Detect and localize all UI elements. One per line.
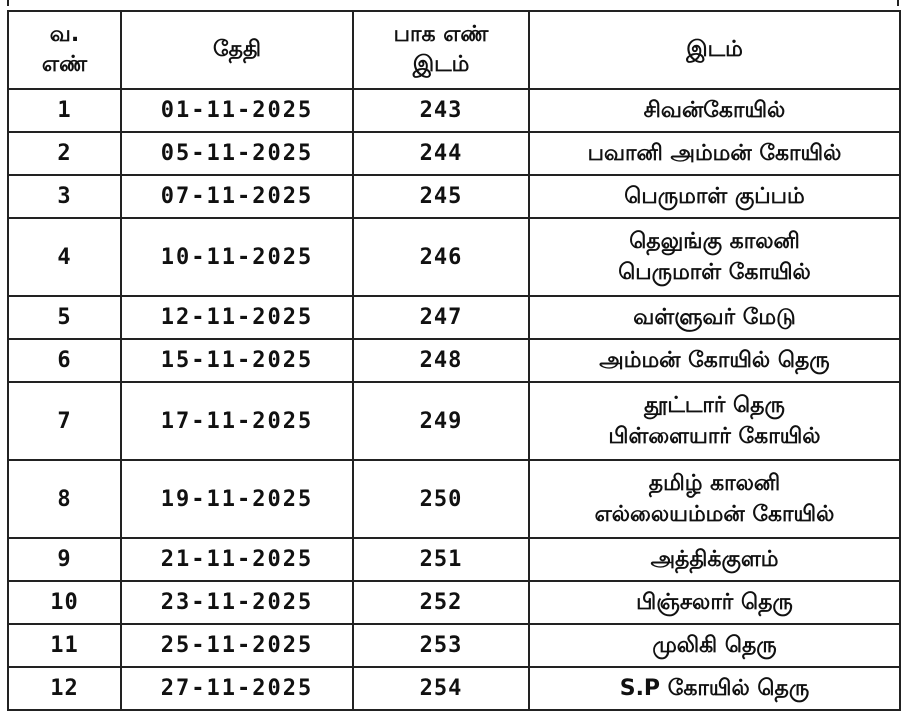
place-cell (529, 132, 900, 175)
table-row (8, 296, 900, 339)
table-row (8, 667, 900, 710)
header-place (529, 11, 900, 89)
serial-cell: 9 (8, 538, 121, 581)
date-cell: 12-11-2025 (121, 296, 353, 339)
place-line: தூட்டார் தெரு (644, 393, 785, 418)
date-cell: 01-11-2025 (121, 89, 353, 132)
serial-cell: 4 (8, 218, 121, 296)
header-part (353, 11, 529, 89)
part-number-cell: 244 (353, 132, 529, 175)
part-number-cell: 252 (353, 581, 529, 624)
part-number-cell: 247 (353, 296, 529, 339)
header-row (8, 11, 900, 89)
header-serial (8, 11, 121, 89)
place-line: பிஞ்சலார் தெரு (636, 590, 793, 615)
serial-cell: 2 (8, 132, 121, 175)
table-body (8, 89, 900, 710)
header-part-label: பாக எண் இடம் (393, 22, 489, 77)
place-line: சிவன்கோயில் (643, 98, 786, 123)
place-cell (529, 667, 900, 710)
place-line: பிள்ளையார் கோயில் (608, 424, 821, 449)
serial-cell: 3 (8, 175, 121, 218)
date-cell: 21-11-2025 (121, 538, 353, 581)
table-row (8, 460, 900, 538)
table-row (8, 339, 900, 382)
part-number-cell: 249 (353, 382, 529, 460)
serial-cell: 11 (8, 624, 121, 667)
table-row (8, 175, 900, 218)
place-line: பவானி அம்மன் கோயில் (587, 141, 842, 166)
place-cell (529, 581, 900, 624)
header-place-label: இடம் (686, 37, 743, 62)
place-line: தெலுங்கு காலனி (629, 229, 800, 254)
place-line: S.P கோயில் தெரு (619, 676, 810, 701)
date-cell: 17-11-2025 (121, 382, 353, 460)
place-line: முலிகி தெரு (652, 633, 777, 658)
header-date-label: தேதி (213, 37, 261, 62)
table-row (8, 538, 900, 581)
place-line: தமிழ் காலனி (648, 471, 781, 496)
table-row (8, 624, 900, 667)
table-row (8, 132, 900, 175)
schedule-table (7, 10, 901, 711)
place-cell (529, 624, 900, 667)
part-number-cell: 245 (353, 175, 529, 218)
part-number-cell: 246 (353, 218, 529, 296)
serial-cell: 12 (8, 667, 121, 710)
part-number-cell: 254 (353, 667, 529, 710)
part-number-cell: 253 (353, 624, 529, 667)
place-cell (529, 339, 900, 382)
serial-cell: 5 (8, 296, 121, 339)
place-line: எல்லையம்மன் கோயில் (594, 502, 835, 527)
place-cell (529, 218, 900, 296)
serial-cell: 8 (8, 460, 121, 538)
part-number-cell: 250 (353, 460, 529, 538)
serial-cell: 6 (8, 339, 121, 382)
place-line: பெருமாள் கோயில் (618, 260, 811, 285)
table-header (8, 11, 900, 89)
date-cell: 05-11-2025 (121, 132, 353, 175)
place-cell (529, 460, 900, 538)
date-cell: 25-11-2025 (121, 624, 353, 667)
serial-cell: 7 (8, 382, 121, 460)
place-line: வள்ளுவர் மேடு (633, 305, 796, 330)
serial-cell: 1 (8, 89, 121, 132)
date-cell: 10-11-2025 (121, 218, 353, 296)
date-cell: 15-11-2025 (121, 339, 353, 382)
part-number-cell: 248 (353, 339, 529, 382)
header-date (121, 11, 353, 89)
header-serial-label: வ. எண் (41, 22, 88, 77)
part-number-cell: 243 (353, 89, 529, 132)
table-row (8, 218, 900, 296)
table-row (8, 382, 900, 460)
date-cell: 19-11-2025 (121, 460, 353, 538)
date-cell: 07-11-2025 (121, 175, 353, 218)
place-cell (529, 89, 900, 132)
date-cell: 27-11-2025 (121, 667, 353, 710)
place-cell (529, 296, 900, 339)
place-cell (529, 382, 900, 460)
serial-cell: 10 (8, 581, 121, 624)
place-cell (529, 175, 900, 218)
table-row (8, 581, 900, 624)
part-number-cell: 251 (353, 538, 529, 581)
place-line: அம்மன் கோயில் தெரு (599, 348, 830, 373)
date-cell: 23-11-2025 (121, 581, 353, 624)
place-cell (529, 538, 900, 581)
table-top-edge (7, 0, 899, 6)
table-row (8, 89, 900, 132)
place-line: பெருமாள் குப்பம் (624, 184, 805, 209)
place-line: அத்திக்குளம் (650, 547, 779, 572)
